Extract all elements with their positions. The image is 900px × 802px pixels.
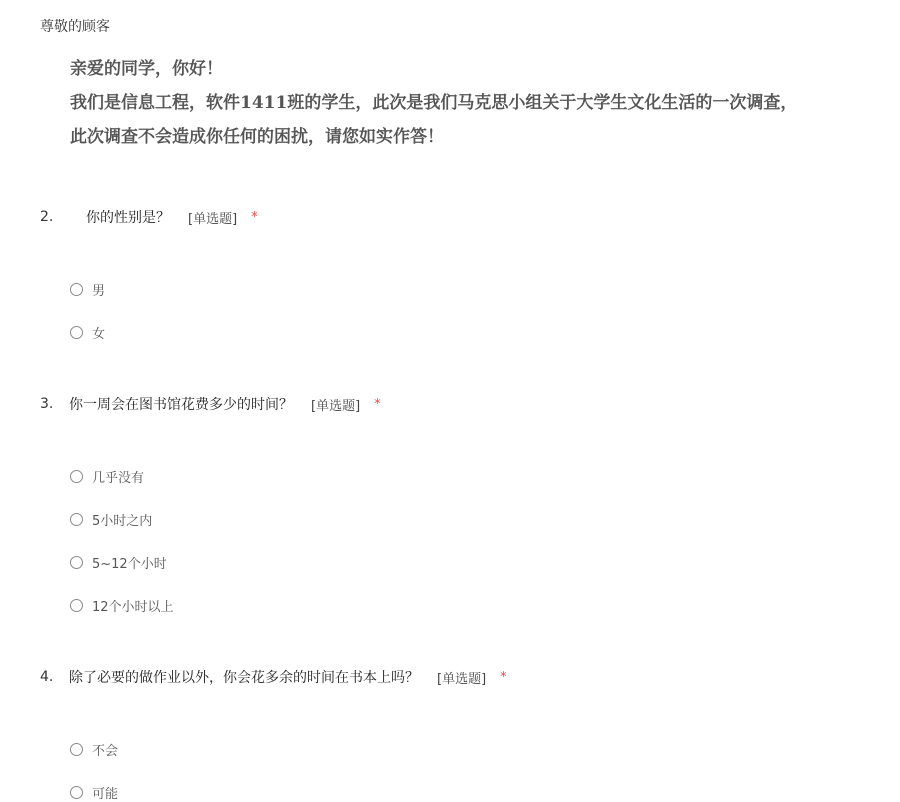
option-almost-none[interactable] [70, 467, 144, 486]
option-over-12-hours[interactable] [70, 596, 174, 615]
question-type-badge: [单选题] [188, 211, 238, 227]
required-marker: * [500, 669, 507, 685]
option-maybe[interactable] [70, 783, 118, 802]
question-4-title [40, 667, 507, 687]
option-label: 不会 [92, 744, 119, 759]
question-number: 2. [40, 209, 54, 225]
required-marker: * [251, 209, 258, 225]
question-text: 除了必要的做作业以外，你会花多余的时间在书本上吗？ [69, 670, 419, 686]
greeting-text: 尊敬的顾客 [40, 19, 110, 35]
question-text: 你一周会在图书馆花费多少的时间？ [69, 397, 293, 413]
question-type-badge: [单选题] [311, 398, 361, 414]
option-5-to-12-hours[interactable] [70, 553, 167, 572]
question-number: 4. [40, 669, 54, 685]
option-label: 几乎没有 [92, 471, 145, 486]
radio-button[interactable] [70, 786, 83, 799]
question-text: 你的性别是？ [86, 210, 170, 226]
intro-line: 我们是信息工程，软件1411班的学生，此次是我们马克思小组关于大学生文化生活的一次调查， [70, 93, 798, 113]
radio-button[interactable] [70, 283, 83, 296]
option-label: 5~12个小时 [92, 557, 167, 572]
radio-button[interactable] [70, 556, 83, 569]
option-label: 12个小时以上 [92, 600, 174, 615]
intro-line: 亲爱的同学，你好！ [70, 59, 223, 79]
radio-button[interactable] [70, 470, 83, 483]
option-label: 女 [92, 327, 106, 342]
option-label: 5小时之内 [92, 514, 153, 529]
required-marker: * [374, 396, 381, 412]
question-type-badge: [单选题] [437, 671, 487, 687]
question-2-title [40, 207, 258, 227]
radio-button[interactable] [70, 513, 83, 526]
option-female[interactable] [70, 323, 105, 342]
radio-button[interactable] [70, 599, 83, 612]
intro-line: 此次调查不会造成你任何的困扰，请您如实作答！ [70, 127, 444, 147]
question-number: 3. [40, 396, 54, 412]
option-no[interactable] [70, 740, 118, 759]
radio-button[interactable] [70, 326, 83, 339]
question-3-title [40, 394, 381, 414]
option-under-5-hours[interactable] [70, 510, 152, 529]
survey-intro [70, 52, 797, 154]
option-label: 可能 [92, 787, 119, 802]
radio-button[interactable] [70, 743, 83, 756]
option-label: 男 [92, 284, 106, 299]
option-male[interactable] [70, 280, 105, 299]
